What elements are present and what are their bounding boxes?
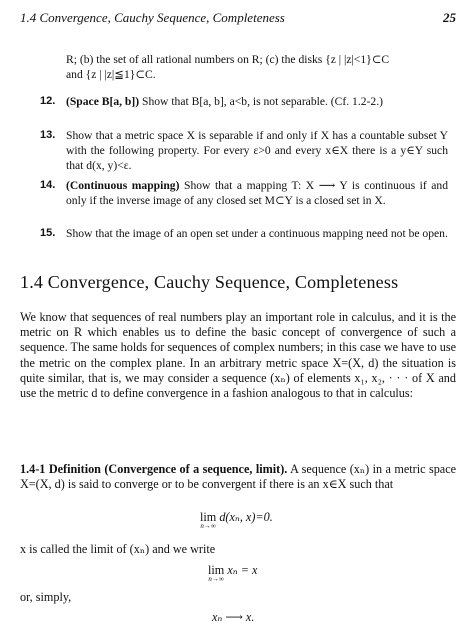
formula-expression: xₙ ⟶ x. [212, 610, 255, 624]
page-number: 25 [443, 10, 456, 25]
exercise-14 [40, 178, 448, 208]
limit-formula-sequence [208, 563, 257, 583]
definition-text: A sequence (xₙ) in a metric space X=(X, d) is said to converge or to be convergent if there is an x∈X such that [20, 462, 457, 492]
limit-notation-text: x is called the limit of (xₙ) and we write [20, 542, 216, 556]
or-simply-text: or, simply, [20, 590, 72, 604]
lim-operator: lim [208, 563, 225, 577]
continuation-line-2: and {z | |z|≦1}⊂C. [66, 68, 156, 81]
exercise-title: (Continuous mapping) [66, 179, 180, 192]
exercise-12 [40, 94, 448, 109]
formula-expression: xₙ = x [227, 563, 258, 577]
lim-subscript: n→∞ [200, 522, 216, 530]
exercise-text: Show that a metric space X is separable if and only if X has a countable subset Y with the following property. For every ε>0 and every x∈X there is a y∈Y such that d(x, y)<ε. [66, 129, 448, 172]
limit-formula-distance [200, 510, 273, 530]
lim-subscript: n→∞ [208, 575, 224, 583]
exercise-11-continuation [66, 52, 448, 82]
intro-paragraph: We know that sequences of real numbers play an important role in calculus, and it is the metric on R which enables us to define the basic concept of convergence of such a sequence. The same holds for sequences of complex numbers; in this case we have to use the metric on the complex plane. In an arbitrary metric space X=(X, d) the situation is quite similar, that is, we may consider a sequence (xₙ) of elements x₁, x₂, · · · of X and use the metric d to define convergence in a fashion analogous to that in calculus: [20, 310, 456, 401]
definition-paragraph [20, 462, 456, 492]
running-head-section: 1.4 Convergence, Cauchy Sequence, Completeness [20, 10, 285, 25]
exercise-13 [40, 128, 448, 173]
exercise-number: 12. [40, 95, 56, 107]
definition-title: 1.4-1 Definition (Convergence of a sequence, limit). [20, 462, 288, 476]
lim-operator: lim [200, 510, 217, 524]
exercise-15 [40, 226, 448, 241]
exercise-text: Show that a mapping T: X ⟶ Y is continuous if and only if the inverse image of any closed set M⊂Y is a closed set in X. [66, 179, 448, 207]
arrow-formula [212, 610, 254, 625]
exercise-number: 13. [40, 129, 56, 141]
formula-expression: d(xₙ, x)=0. [219, 510, 273, 524]
section-heading: 1.4 Convergence, Cauchy Sequence, Completeness [20, 272, 399, 292]
exercise-text: Show that the image of an open set under a continuous mapping need not be open. [66, 227, 448, 240]
running-head [20, 10, 456, 26]
exercise-text: Show that B[a, b], a<b, is not separable. (Cf. 1.2-2.) [142, 95, 383, 108]
exercise-number: 15. [40, 227, 56, 239]
exercise-title: (Space B[a, b]) [66, 95, 140, 108]
exercise-number: 14. [40, 179, 56, 191]
continuation-line-1: R; (b) the set of all rational numbers on R; (c) the disks {z | |z|<1}⊂C [66, 53, 390, 66]
